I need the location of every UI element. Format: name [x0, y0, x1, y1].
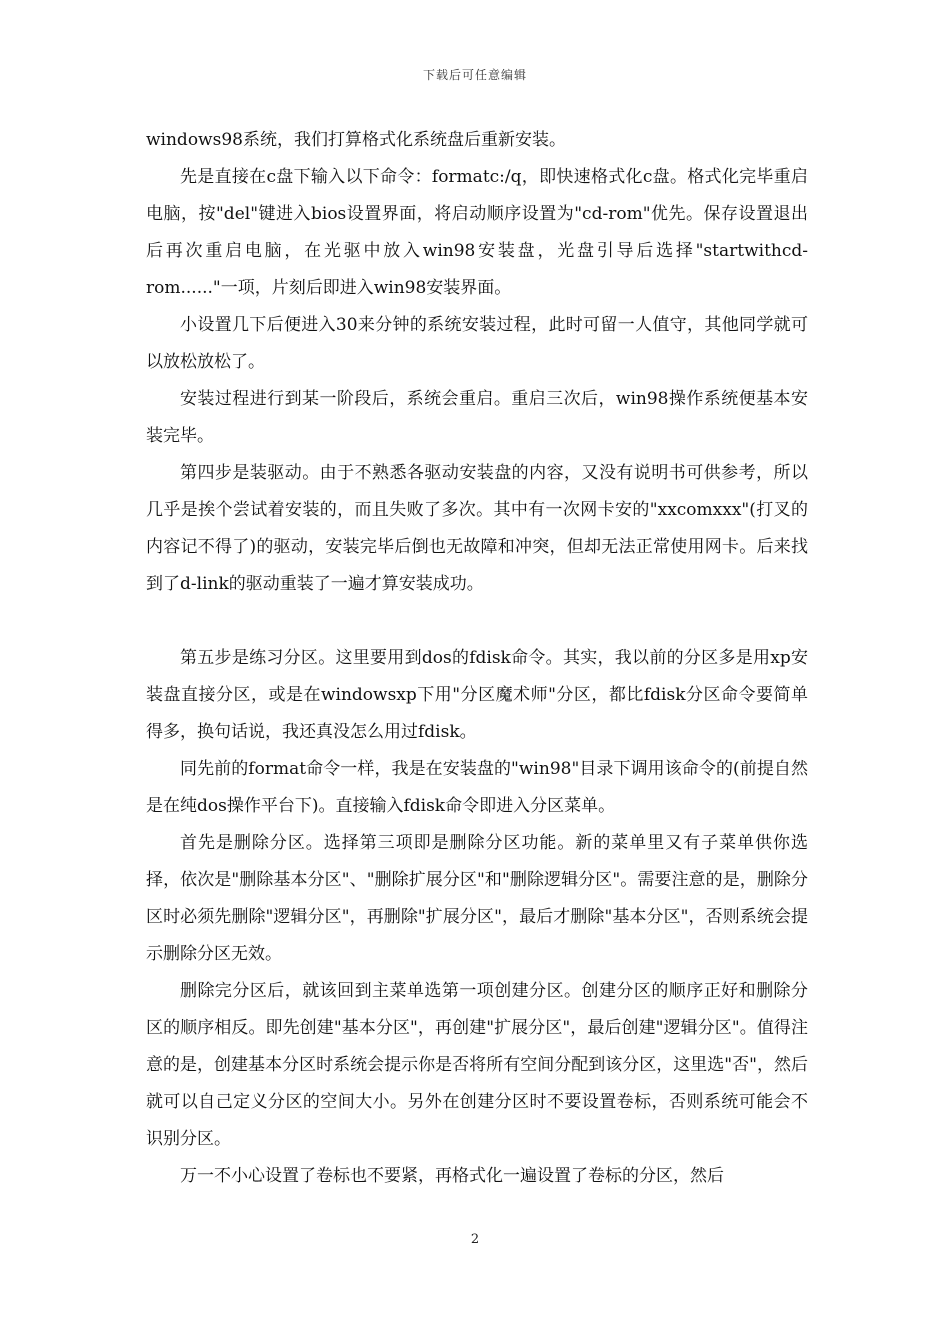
- document-body: [146, 122, 808, 1195]
- paragraph: 同先前的format命令一样，我是在安装盘的"win98"目录下调用该命令的(前提自然是在纯dos操作平台下)。直接输入fdisk命令即进入分区菜单。: [146, 759, 808, 816]
- paragraph: 删除完分区后，就该回到主菜单选第一项创建分区。创建分区的顺序正好和删除分区的顺序相反。即先创建"基本分区"，再创建"扩展分区"，最后创建"逻辑分区"。值得注意的是，创建基本分区时系统会提示你是否将所有空间分配到该分区，这里选"否"，然后就可以自己定义分区的空间大小。另外在创建分区时不要设置卷标，否则系统可能会不识别分区。: [146, 981, 808, 1149]
- paragraph: 首先是删除分区。选择第三项即是删除分区功能。新的菜单里又有子菜单供你选择，依次是"删除基本分区"、"删除扩展分区"和"删除逻辑分区"。需要注意的是，删除分区时必须先删除"逻辑分区"，再删除"扩展分区"，最后才删除"基本分区"，否则系统会提示删除分区无效。: [146, 833, 808, 964]
- paragraph: 万一不小心设置了卷标也不要紧，再格式化一遍设置了卷标的分区，然后: [180, 1166, 724, 1186]
- paragraph: 小设置几下后便进入30来分钟的系统安装过程，此时可留一人值守，其他同学就可以放松放松了。: [146, 315, 808, 372]
- page-header: 下载后可任意编辑: [422, 68, 527, 82]
- paragraph: 第四步是装驱动。由于不熟悉各驱动安装盘的内容，又没有说明书可供参考，所以几乎是挨个尝试着安装的，而且失败了多次。其中有一次网卡安的"xxcomxxx"(打叉的内容记不得了)的驱动，安装完毕后倒也无故障和冲突，但却无法正常使用网卡。后来找到了d-link的驱动重装了一遍才算安装成功。: [146, 463, 808, 594]
- paragraph: windows98系统，我们打算格式化系统盘后重新安装。: [146, 130, 566, 150]
- paragraph: 先是直接在c盘下输入以下命令：formatc:/q，即快速格式化c盘。格式化完毕重启电脑，按"del"键进入bios设置界面，将启动顺序设置为"cd-rom"优先。保存设置退出后再次重启电脑，在光驱中放入win98安装盘，光盘引导后选择"startwithcd-rom......"一项，片刻后即进入win98安装界面。: [146, 167, 808, 298]
- paragraph: 第五步是练习分区。这里要用到dos的fdisk命令。其实，我以前的分区多是用xp安装盘直接分区，或是在windowsxp下用"分区魔术师"分区，都比fdisk分区命令要简单得多，换句话说，我还真没怎么用过fdisk。: [146, 648, 808, 742]
- paragraph: 安装过程进行到某一阶段后，系统会重启。重启三次后，win98操作系统便基本安装完毕。: [146, 389, 808, 446]
- page-number: 2: [470, 1232, 480, 1247]
